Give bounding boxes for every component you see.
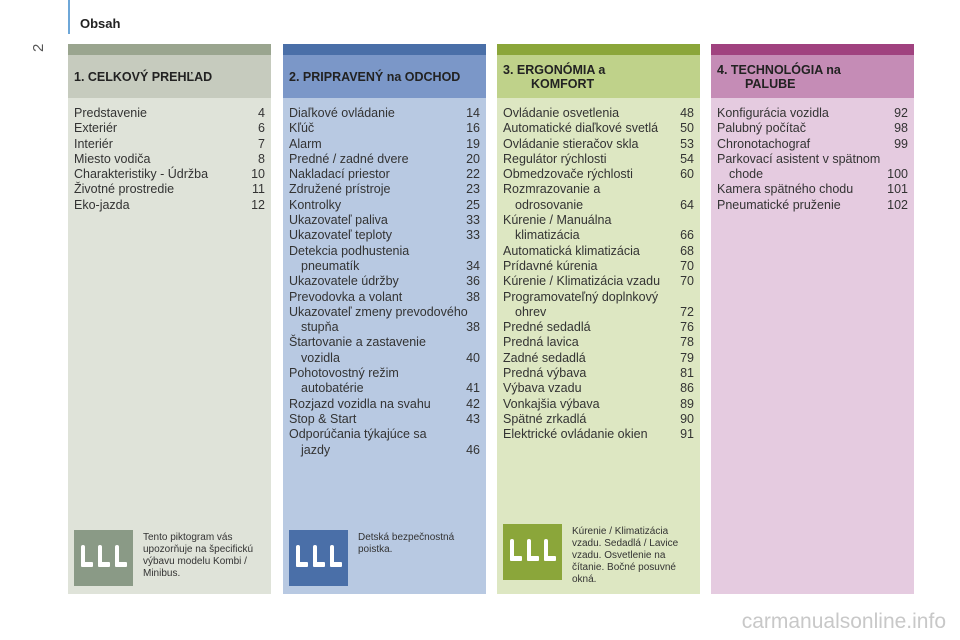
toc-entry[interactable] <box>503 106 694 121</box>
section-title-line2: KOMFORT <box>531 76 595 91</box>
entry-page: 79 <box>680 350 694 365</box>
section-heading <box>283 55 486 98</box>
entry-page: 41 <box>466 381 480 396</box>
entry-page: 90 <box>680 411 694 426</box>
entry-page: 60 <box>680 167 694 182</box>
entry-page: 72 <box>680 304 694 319</box>
entry-title: Chronotachograf <box>717 136 811 151</box>
column-color-bar <box>497 44 700 55</box>
entry-page: 100 <box>887 167 908 182</box>
entry-title-cont: klimatizácia <box>515 228 580 243</box>
toc-entry[interactable] <box>289 121 480 136</box>
entry-title-cont: chode <box>729 167 764 182</box>
note-text: Kúrenie / Klimatizácia vzadu. Sedadlá / Lavice vzadu. Osvetlenie na čítanie. Bočné posuvné okná. <box>572 526 679 585</box>
entry-page: 43 <box>466 411 480 426</box>
entry-page: 89 <box>680 396 694 411</box>
seat-icon <box>543 539 557 565</box>
entry-page: 78 <box>680 335 694 350</box>
entry-title: Elektrické ovládanie okien <box>503 427 648 442</box>
toc-entry[interactable] <box>74 137 265 152</box>
toc-entry[interactable] <box>503 137 694 152</box>
entry-title-cont: autobatérie <box>301 381 364 396</box>
entry-title: Miesto vodiča <box>74 151 151 166</box>
entry-title: Kamera spätného chodu <box>717 182 854 197</box>
entry-title: Ukazovateľ paliva <box>289 213 388 228</box>
toc-entry[interactable] <box>289 335 480 366</box>
entry-page: 25 <box>466 197 480 212</box>
entry-page: 46 <box>466 442 480 457</box>
entry-page: 86 <box>680 381 694 396</box>
entry-page: 42 <box>466 396 480 411</box>
accent-line <box>68 0 70 34</box>
entry-title: Predstavenie <box>74 106 147 120</box>
toc-column-3 <box>497 44 700 594</box>
entry-page: 10 <box>251 167 265 182</box>
entry-title: Obmedzovače rýchlosti <box>503 167 633 182</box>
toc-entry[interactable] <box>74 106 265 121</box>
entry-title: Štartovanie a zastavenie <box>289 335 426 350</box>
entry-title: Predné sedadlá <box>503 320 591 335</box>
toc-entry[interactable] <box>503 182 694 213</box>
toc-entry[interactable] <box>717 121 908 136</box>
toc-entry[interactable] <box>503 167 694 182</box>
entry-title: Nakladací priestor <box>289 167 390 182</box>
entry-title-cont: vozidla <box>301 350 340 365</box>
entry-page: 40 <box>466 350 480 365</box>
toc-entry[interactable] <box>289 244 480 275</box>
seat-icon <box>295 545 309 571</box>
entry-page: 14 <box>466 106 480 120</box>
toc-entry[interactable] <box>503 274 694 289</box>
seat-icon <box>526 539 540 565</box>
section-entries <box>283 98 486 594</box>
section-title: 4. TECHNOLÓGIA na <box>717 62 841 77</box>
toc-entry[interactable] <box>717 198 908 213</box>
entry-title: Ukazovatele údržby <box>289 274 399 289</box>
entry-title: Ukazovateľ teploty <box>289 228 393 243</box>
entry-page: 54 <box>680 151 694 166</box>
toc-entry[interactable] <box>503 244 694 259</box>
entry-page: 22 <box>466 167 480 182</box>
pictogram-note <box>289 530 483 586</box>
seat-icon <box>509 539 523 565</box>
entry-title-cont: ohrev <box>515 304 547 319</box>
entry-title-cont: odrosovanie <box>515 197 584 212</box>
entry-title: Životné prostredie <box>74 182 175 197</box>
column-color-bar <box>711 44 914 55</box>
entry-title: Pohotovostný režim <box>289 366 399 381</box>
entry-page: 81 <box>680 366 694 381</box>
seat-icon <box>329 545 343 571</box>
toc-entry[interactable] <box>503 335 694 350</box>
entry-page: 38 <box>466 320 480 335</box>
section-heading <box>711 55 914 98</box>
entry-page: 20 <box>466 151 480 166</box>
entry-title: Konfigurácia vozidla <box>717 106 829 120</box>
toc-entry[interactable] <box>503 397 694 412</box>
toc-entry[interactable] <box>289 305 480 336</box>
entry-title: Kúrenie / Klimatizácia vzadu <box>503 274 661 289</box>
entry-title: Automatická klimatizácia <box>503 243 640 258</box>
entry-page: 66 <box>680 228 694 243</box>
section-heading <box>68 55 271 98</box>
entry-title: Automatické diaľkové svetlá <box>503 121 659 136</box>
seat-icon <box>80 545 94 571</box>
entry-title: Eko-jazda <box>74 197 130 212</box>
entry-title: Kontrolky <box>289 197 342 212</box>
seat-icon <box>312 545 326 571</box>
entry-title: Kúrenie / Manuálna <box>503 213 612 228</box>
toc-entry[interactable] <box>289 290 480 305</box>
page-number: 2 <box>30 43 47 52</box>
section-entries <box>68 98 271 594</box>
watermark: carmanualsonline.info <box>741 610 946 633</box>
entry-title: Predné / zadné dvere <box>289 151 409 166</box>
entry-title: Detekcia podhustenia <box>289 243 410 258</box>
section-heading <box>497 55 700 98</box>
entry-page: 6 <box>258 121 265 136</box>
entry-title: Palubný počítač <box>717 121 806 136</box>
entry-title: Ovládanie osvetlenia <box>503 106 620 120</box>
toc-entry[interactable] <box>503 412 694 427</box>
entry-title: Kľúč <box>289 121 315 136</box>
entry-page: 68 <box>680 243 694 258</box>
pictogram-note <box>503 524 697 586</box>
seat-pictogram-icon <box>503 524 562 580</box>
pictogram-note <box>74 530 268 586</box>
entry-title: Ovládanie stieračov skla <box>503 136 639 151</box>
entry-title: Exteriér <box>74 121 118 136</box>
section-title-line2: PALUBE <box>745 76 796 91</box>
toc-entry[interactable] <box>503 259 694 274</box>
page-title: Obsah <box>80 16 121 31</box>
toc-entry[interactable] <box>717 182 908 197</box>
column-color-bar <box>283 44 486 55</box>
toc-entry[interactable] <box>503 320 694 335</box>
section-title: 3. ERGONÓMIA a <box>503 62 606 77</box>
entry-title: Pneumatické pruženie <box>717 197 841 212</box>
toc-entry[interactable] <box>717 152 908 183</box>
entry-page: 23 <box>466 182 480 197</box>
entry-page: 91 <box>680 427 694 442</box>
entry-title: Programovateľný doplnkový <box>503 289 659 304</box>
toc-entry[interactable] <box>289 397 480 412</box>
entry-page: 92 <box>894 106 908 120</box>
entry-page: 36 <box>466 274 480 289</box>
entry-page: 64 <box>680 197 694 212</box>
entry-title: Charakteristiky - Údržba <box>74 167 209 182</box>
entry-title: Rozmrazovanie a <box>503 182 601 197</box>
toc-entry[interactable] <box>289 213 480 228</box>
entry-title: Stop & Start <box>289 411 357 426</box>
toc-column-1 <box>68 44 271 594</box>
entry-page: 33 <box>466 228 480 243</box>
toc-entry[interactable] <box>74 182 265 197</box>
toc-entry[interactable] <box>289 167 480 182</box>
toc-entry[interactable] <box>717 106 908 121</box>
section-title: 2. PRIPRAVENÝ na ODCHOD <box>289 69 461 84</box>
entry-title-cont: jazdy <box>301 442 331 457</box>
toc-entry[interactable] <box>74 167 265 182</box>
entry-title: Zadné sedadlá <box>503 350 586 365</box>
entry-title: Prevodovka a volant <box>289 289 403 304</box>
entry-page: 98 <box>894 121 908 136</box>
entry-title: Predná lavica <box>503 335 579 350</box>
entry-page: 70 <box>680 258 694 273</box>
entry-title: Parkovací asistent v spätnom <box>717 151 881 166</box>
toc-entry[interactable] <box>289 198 480 213</box>
seat-pictogram-icon <box>289 530 348 586</box>
entry-page: 34 <box>466 258 480 273</box>
entry-page: 38 <box>466 289 480 304</box>
entry-page: 50 <box>680 121 694 136</box>
entry-page: 8 <box>258 151 265 166</box>
entry-title: Vonkajšia výbava <box>503 396 600 411</box>
toc-entry[interactable] <box>289 427 480 458</box>
section-entries <box>497 98 700 594</box>
toc-entry[interactable] <box>503 427 694 442</box>
entry-page: 7 <box>258 136 265 151</box>
entry-title: Alarm <box>289 136 322 151</box>
seat-icon <box>114 545 128 571</box>
toc-entry[interactable] <box>289 152 480 167</box>
toc-entry[interactable] <box>74 198 265 213</box>
note-text: Tento piktogram vás upozorňuje na špecifickú výbavu modelu Kombi / Minibus. <box>143 532 254 579</box>
entry-title: Združené prístroje <box>289 182 391 197</box>
section-title: 1. CELKOVÝ PREHĽAD <box>74 69 213 84</box>
toc-entry[interactable] <box>289 137 480 152</box>
note-text: Detská bezpečnostná poistka. <box>358 532 455 555</box>
seat-icon <box>97 545 111 571</box>
toc-entry[interactable] <box>717 137 908 152</box>
toc-entry[interactable] <box>503 213 694 244</box>
entry-page: 48 <box>680 106 694 120</box>
entry-title: Diaľkové ovládanie <box>289 106 395 120</box>
entry-title: Spätné zrkadlá <box>503 411 587 426</box>
entry-page: 99 <box>894 136 908 151</box>
entry-title: Predná výbava <box>503 366 587 381</box>
toc-entry[interactable] <box>289 366 480 397</box>
entry-title: Rozjazd vozidla na svahu <box>289 396 431 411</box>
toc-entry[interactable] <box>503 351 694 366</box>
entry-page: 4 <box>258 106 265 120</box>
entry-title: Výbava vzadu <box>503 381 582 396</box>
toc-entry[interactable] <box>289 274 480 289</box>
column-color-bar <box>68 44 271 55</box>
toc-entry[interactable] <box>503 121 694 136</box>
entry-title: Prídavné kúrenia <box>503 258 598 273</box>
entry-page: 12 <box>251 197 265 212</box>
entry-title: Odporúčania týkajúce sa <box>289 427 427 442</box>
entry-title: Interiér <box>74 136 113 151</box>
toc-entry[interactable] <box>289 412 480 427</box>
entry-page: 33 <box>466 213 480 228</box>
toc-entry[interactable] <box>289 182 480 197</box>
toc-entry[interactable] <box>74 121 265 136</box>
toc-entry[interactable] <box>289 106 480 121</box>
toc-entry[interactable] <box>74 152 265 167</box>
toc-column-4 <box>711 44 914 594</box>
toc-entry[interactable] <box>503 290 694 321</box>
section-entries <box>711 98 914 594</box>
toc-entry[interactable] <box>503 152 694 167</box>
entry-title-cont: pneumatík <box>301 258 360 273</box>
toc-entry[interactable] <box>503 366 694 381</box>
entry-page: 102 <box>887 197 908 212</box>
toc-entry[interactable] <box>289 228 480 243</box>
entry-page: 76 <box>680 320 694 335</box>
entry-page: 19 <box>466 136 480 151</box>
entry-title: Ukazovateľ zmeny prevodového <box>289 304 468 319</box>
entry-title: Regulátor rýchlosti <box>503 151 607 166</box>
entry-page: 101 <box>887 182 908 197</box>
entry-page: 53 <box>680 136 694 151</box>
seat-pictogram-icon <box>74 530 133 586</box>
entry-title-cont: stupňa <box>301 320 339 335</box>
entry-page: 11 <box>252 182 265 197</box>
entry-page: 16 <box>466 121 480 136</box>
toc-column-2 <box>283 44 486 594</box>
entry-page: 70 <box>680 274 694 289</box>
toc-entry[interactable] <box>503 381 694 396</box>
